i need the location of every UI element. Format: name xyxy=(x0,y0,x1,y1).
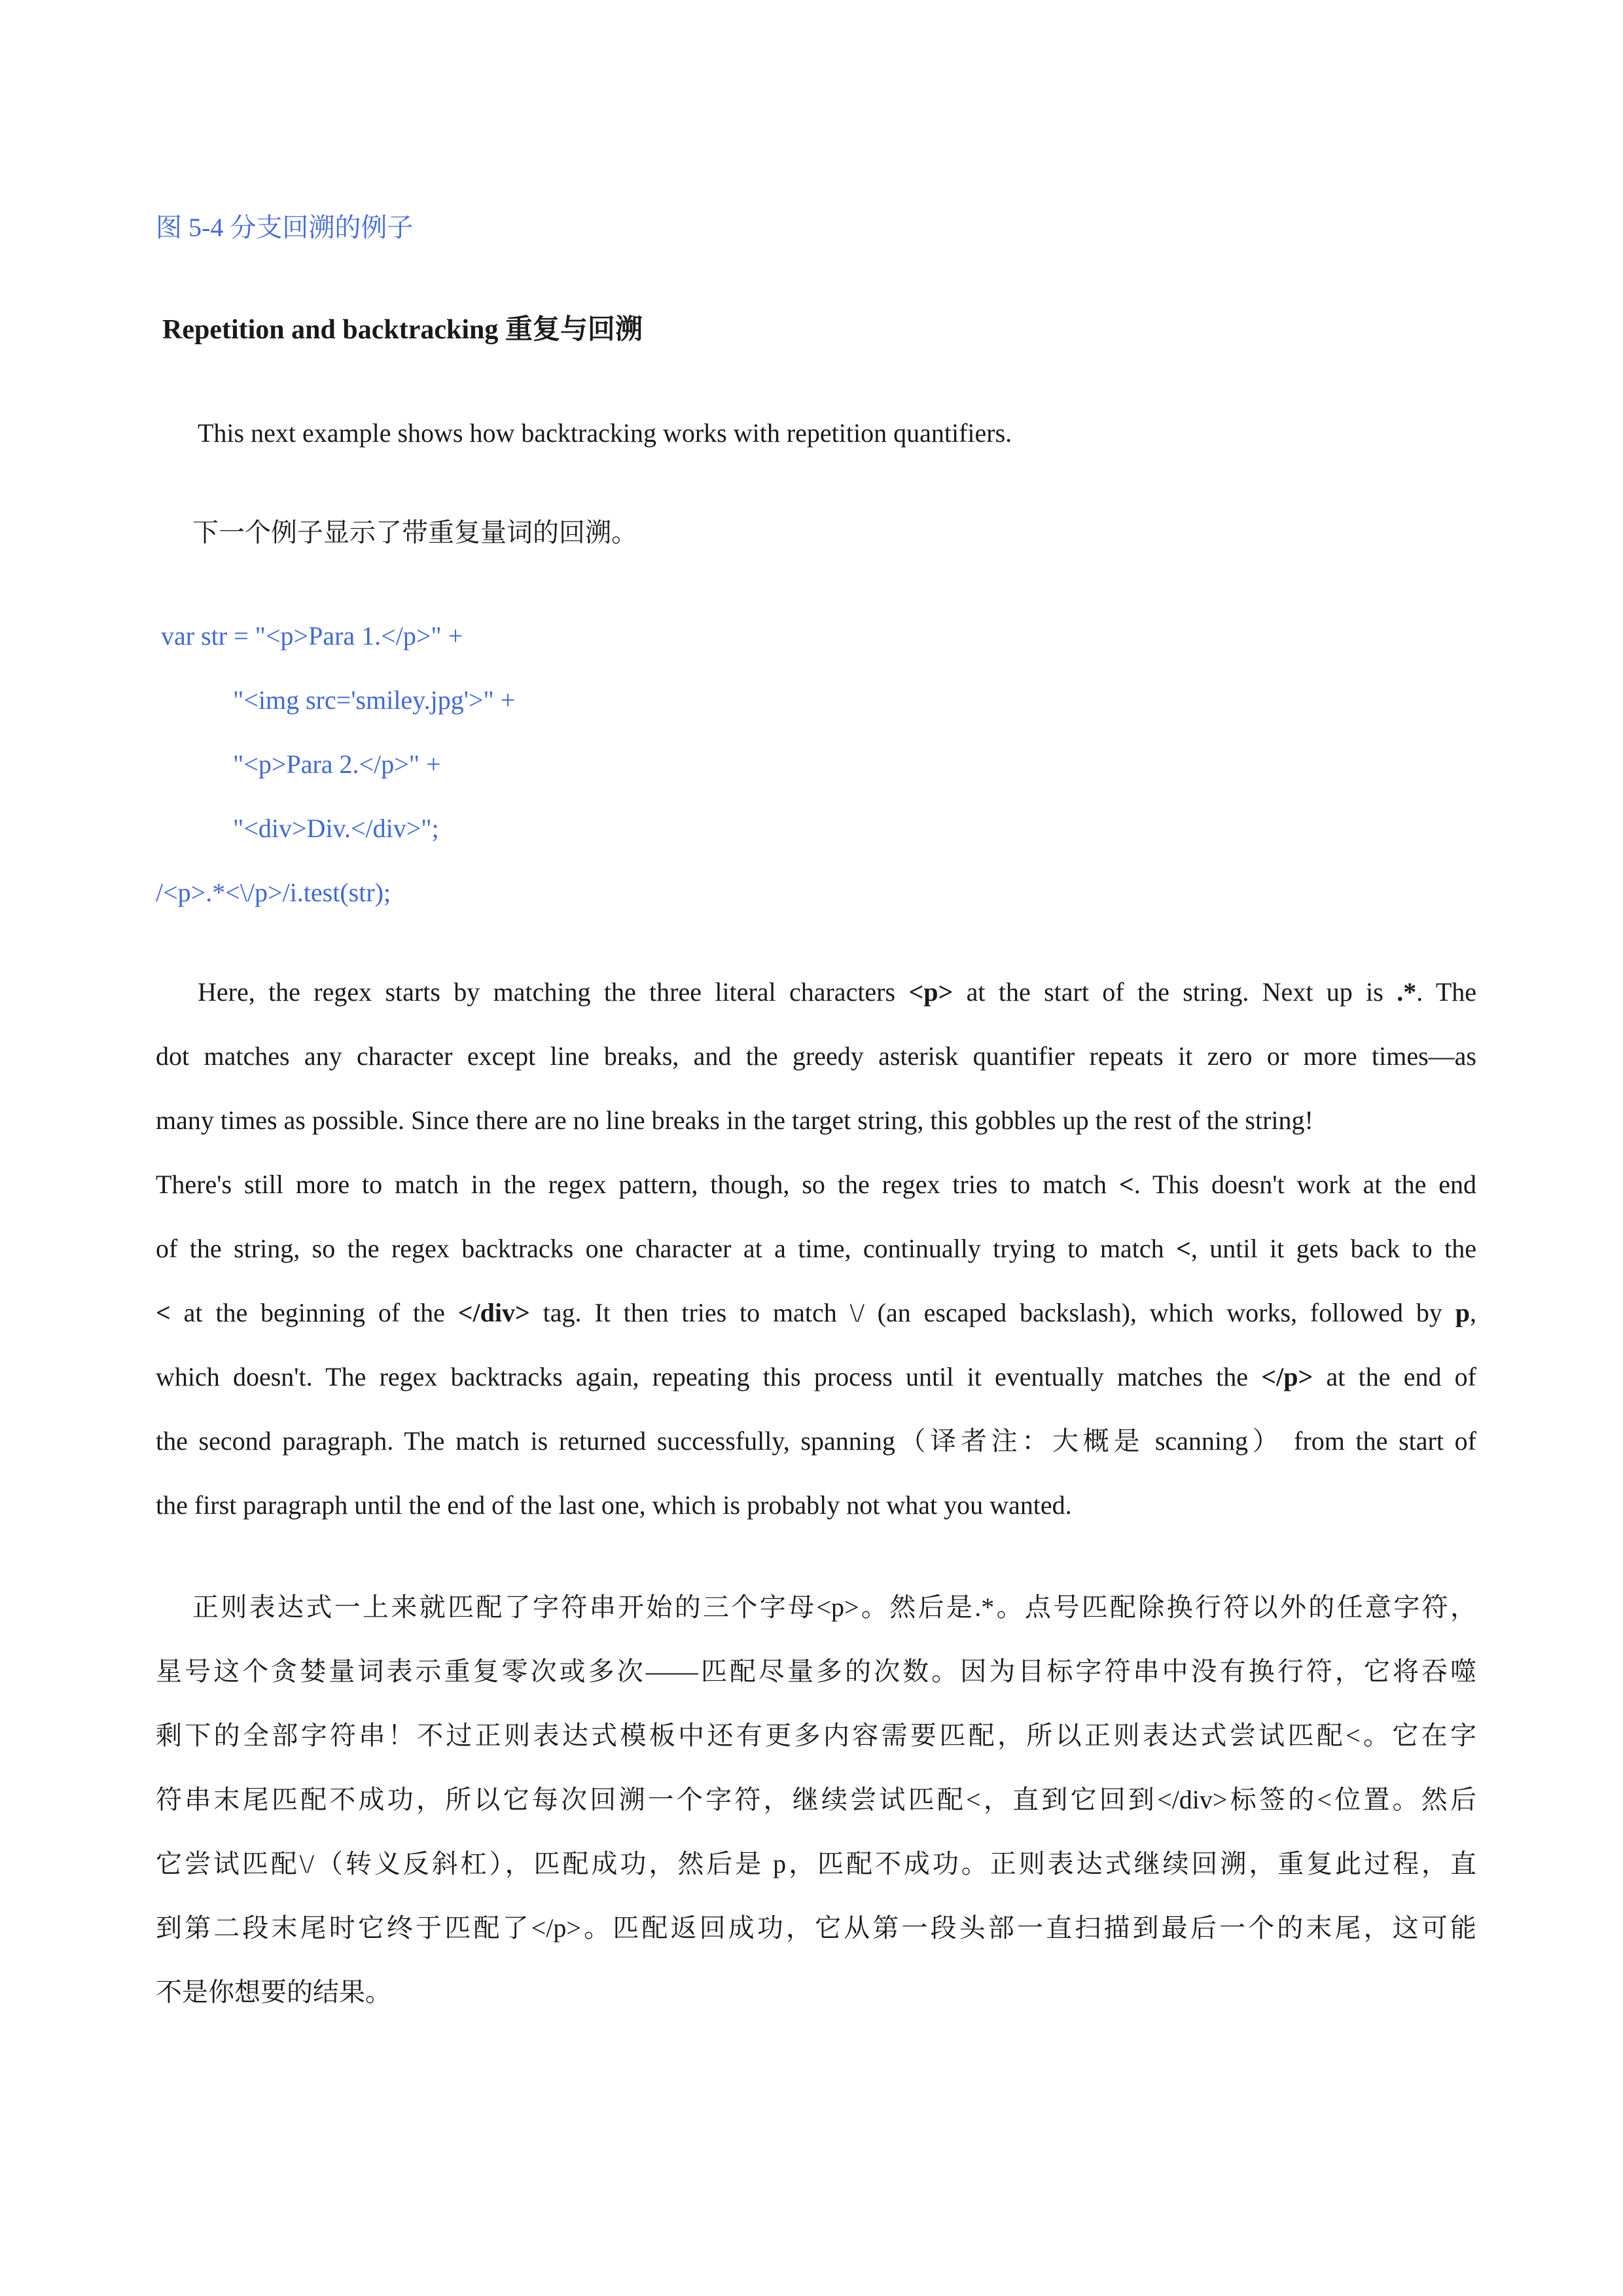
paragraph-line: 不是你想要的结果。 xyxy=(156,1977,391,2007)
intro-paragraph-zh: 下一个例子显示了带重复量词的回溯。 xyxy=(192,518,637,547)
paragraph-line: 它尝试匹配\/（转义反斜杠），匹配成功，然后是 p，匹配不成功。正则表达式继续回溯，重复此过程，直 xyxy=(156,1849,1476,1878)
code-line: /<p>.*<\/p>/i.test(str); xyxy=(156,878,391,907)
inline-code: <p> xyxy=(908,977,954,1007)
paragraph-line: many times as possible. Since there are no line breaks in the target string, this gobbles up the rest of the string! xyxy=(156,1105,1313,1135)
inline-code: < xyxy=(1118,1170,1134,1199)
paragraph-line: the first paragraph until the end of the last one, which is probably not what you wanted. xyxy=(156,1490,1072,1520)
inline-code: .* xyxy=(1397,977,1417,1007)
paragraph-line: the second paragraph. The match is returned successfully, spanning（译者注：大概是 scanning） from the start of xyxy=(156,1426,1476,1456)
inline-code: < xyxy=(1176,1234,1191,1263)
inline-code: p xyxy=(1455,1298,1470,1327)
inline-code: </p> xyxy=(1261,1362,1313,1391)
inline-code: < xyxy=(156,1298,171,1327)
paragraph-line: < at the beginning of the </div> tag. It then tries to match \/ (an escaped backslash), which works, followed by p, xyxy=(156,1298,1476,1327)
paragraph-line: which doesn't. The regex backtracks again, repeating this process until it eventually matches the </p> at the end of xyxy=(156,1362,1477,1391)
code-line: "<img src='smiley.jpg'>" + xyxy=(233,685,516,715)
paragraph-line: 符串末尾匹配不成功，所以它每次回溯一个字符，继续尝试匹配<，直到它回到</div>标签的<位置。然后 xyxy=(156,1785,1476,1814)
paragraph-line: 剩下的全部字符串！不过正则表达式模板中还有更多内容需要匹配，所以正则表达式尝试匹配<。它在字 xyxy=(156,1721,1476,1750)
paragraph-line: dot matches any character except line breaks, and the greedy asterisk quantifier repeats it zero or more times—as xyxy=(156,1041,1476,1071)
figure-caption: 图 5-4 分支回溯的例子 xyxy=(156,213,414,242)
paragraph-line: 正则表达式一上来就匹配了字符串开始的三个字母<p>。然后是.*。点号匹配除换行符以外的任意字符， xyxy=(192,1592,1476,1622)
code-line: "<div>Div.</div>"; xyxy=(233,814,439,843)
code-line: "<p>Para 2.</p>" + xyxy=(233,749,441,779)
intro-paragraph-en: This next example shows how backtracking works with repetition quantifiers. xyxy=(198,418,1012,448)
code-line: var str = "<p>Para 1.</p>" + xyxy=(161,621,463,651)
section-heading: Repetition and backtracking 重复与回溯 xyxy=(162,315,643,345)
paragraph-line: 到第二段末尾时它终于匹配了</p>。匹配返回成功，它从第一段头部一直扫描到最后一个的末尾，这可能 xyxy=(156,1913,1476,1943)
paragraph-line: Here, the regex starts by matching the three literal characters <p> at the start of the string. Next up is .*. The xyxy=(198,977,1477,1007)
paragraph-line: There's still more to match in the regex pattern, though, so the regex tries to match <. This doesn't work at the end xyxy=(156,1170,1476,1199)
paragraph-line: of the string, so the regex backtracks one character at a time, continually trying to match <, until it gets back to the xyxy=(156,1234,1476,1263)
paragraph-line: 星号这个贪婪量词表示重复零次或多次——匹配尽量多的次数。因为目标字符串中没有换行符，它将吞噬 xyxy=(156,1657,1476,1686)
inline-code: </div> xyxy=(457,1298,530,1327)
